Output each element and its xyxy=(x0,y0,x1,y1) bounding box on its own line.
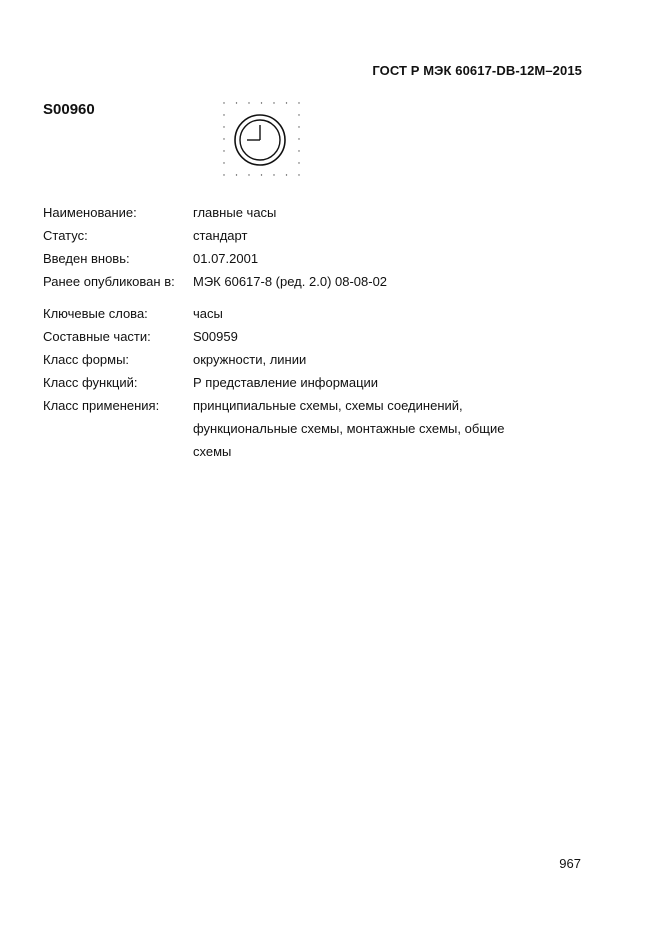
property-value: 01.07.2001 xyxy=(193,251,259,266)
grid-dot xyxy=(236,174,237,175)
property-published xyxy=(43,270,563,293)
property-components xyxy=(43,325,563,348)
grid-dot xyxy=(248,102,249,103)
grid-dot xyxy=(223,174,224,175)
grid-dot xyxy=(223,150,224,151)
grid-dot xyxy=(298,102,299,103)
property-value: S00959 xyxy=(193,329,238,344)
property-value: Р представление информации xyxy=(193,375,379,390)
property-value: часы xyxy=(193,306,223,321)
grid-dot xyxy=(298,174,299,175)
grid-dot xyxy=(298,162,299,163)
property-label: Ключевые слова: xyxy=(43,306,148,321)
grid-dot xyxy=(236,102,237,103)
property-label: Составные части: xyxy=(43,329,151,344)
standard-designation: ГОСТ Р МЭК 60617-DB-12M–2015 xyxy=(372,63,582,78)
symbol-properties xyxy=(43,201,563,463)
application-class-line: принципиальные схемы, схемы соединений, xyxy=(193,398,463,413)
property-label: Класс применения: xyxy=(43,398,160,413)
property-form-class xyxy=(43,348,563,371)
grid-dot xyxy=(286,102,287,103)
property-label: Наименование: xyxy=(43,205,137,220)
page-number: 967 xyxy=(559,856,581,871)
grid-dot xyxy=(248,174,249,175)
grid-dot xyxy=(298,126,299,127)
property-status xyxy=(43,224,563,247)
symbol-id: S00960 xyxy=(43,101,95,118)
grid-dot xyxy=(286,174,287,175)
grid-dot xyxy=(261,174,262,175)
grid-dot xyxy=(223,162,224,163)
property-application-class xyxy=(43,394,563,463)
grid-dot xyxy=(223,126,224,127)
property-label: Класс формы: xyxy=(43,352,130,367)
grid-dot xyxy=(273,174,274,175)
property-value xyxy=(193,394,563,463)
property-introduced xyxy=(43,247,563,270)
application-class-line: функциональные схемы, монтажные схемы, общие xyxy=(193,421,505,436)
application-class-line: схемы xyxy=(193,444,232,459)
property-label: Класс функций: xyxy=(43,375,138,390)
property-label: Введен вновь: xyxy=(43,251,130,266)
grid-dot xyxy=(261,102,262,103)
grid-dot xyxy=(223,114,224,115)
master-clock-symbol xyxy=(222,101,302,177)
property-value: стандарт xyxy=(193,228,248,243)
grid-dot xyxy=(298,114,299,115)
property-function-class xyxy=(43,371,563,394)
property-name xyxy=(43,201,563,224)
section-gap xyxy=(43,293,563,302)
property-value: МЭК 60617-8 (ред. 2.0) 08-08-02 xyxy=(193,274,388,289)
property-value: главные часы xyxy=(193,205,277,220)
grid-dot xyxy=(273,102,274,103)
grid-dot xyxy=(298,150,299,151)
grid-dot xyxy=(223,138,224,139)
property-label: Статус: xyxy=(43,228,88,243)
grid-dot xyxy=(298,138,299,139)
property-label: Ранее опубликован в: xyxy=(43,274,175,289)
property-keywords xyxy=(43,302,563,325)
property-value: окружности, линии xyxy=(193,352,307,367)
grid-dot xyxy=(223,102,224,103)
